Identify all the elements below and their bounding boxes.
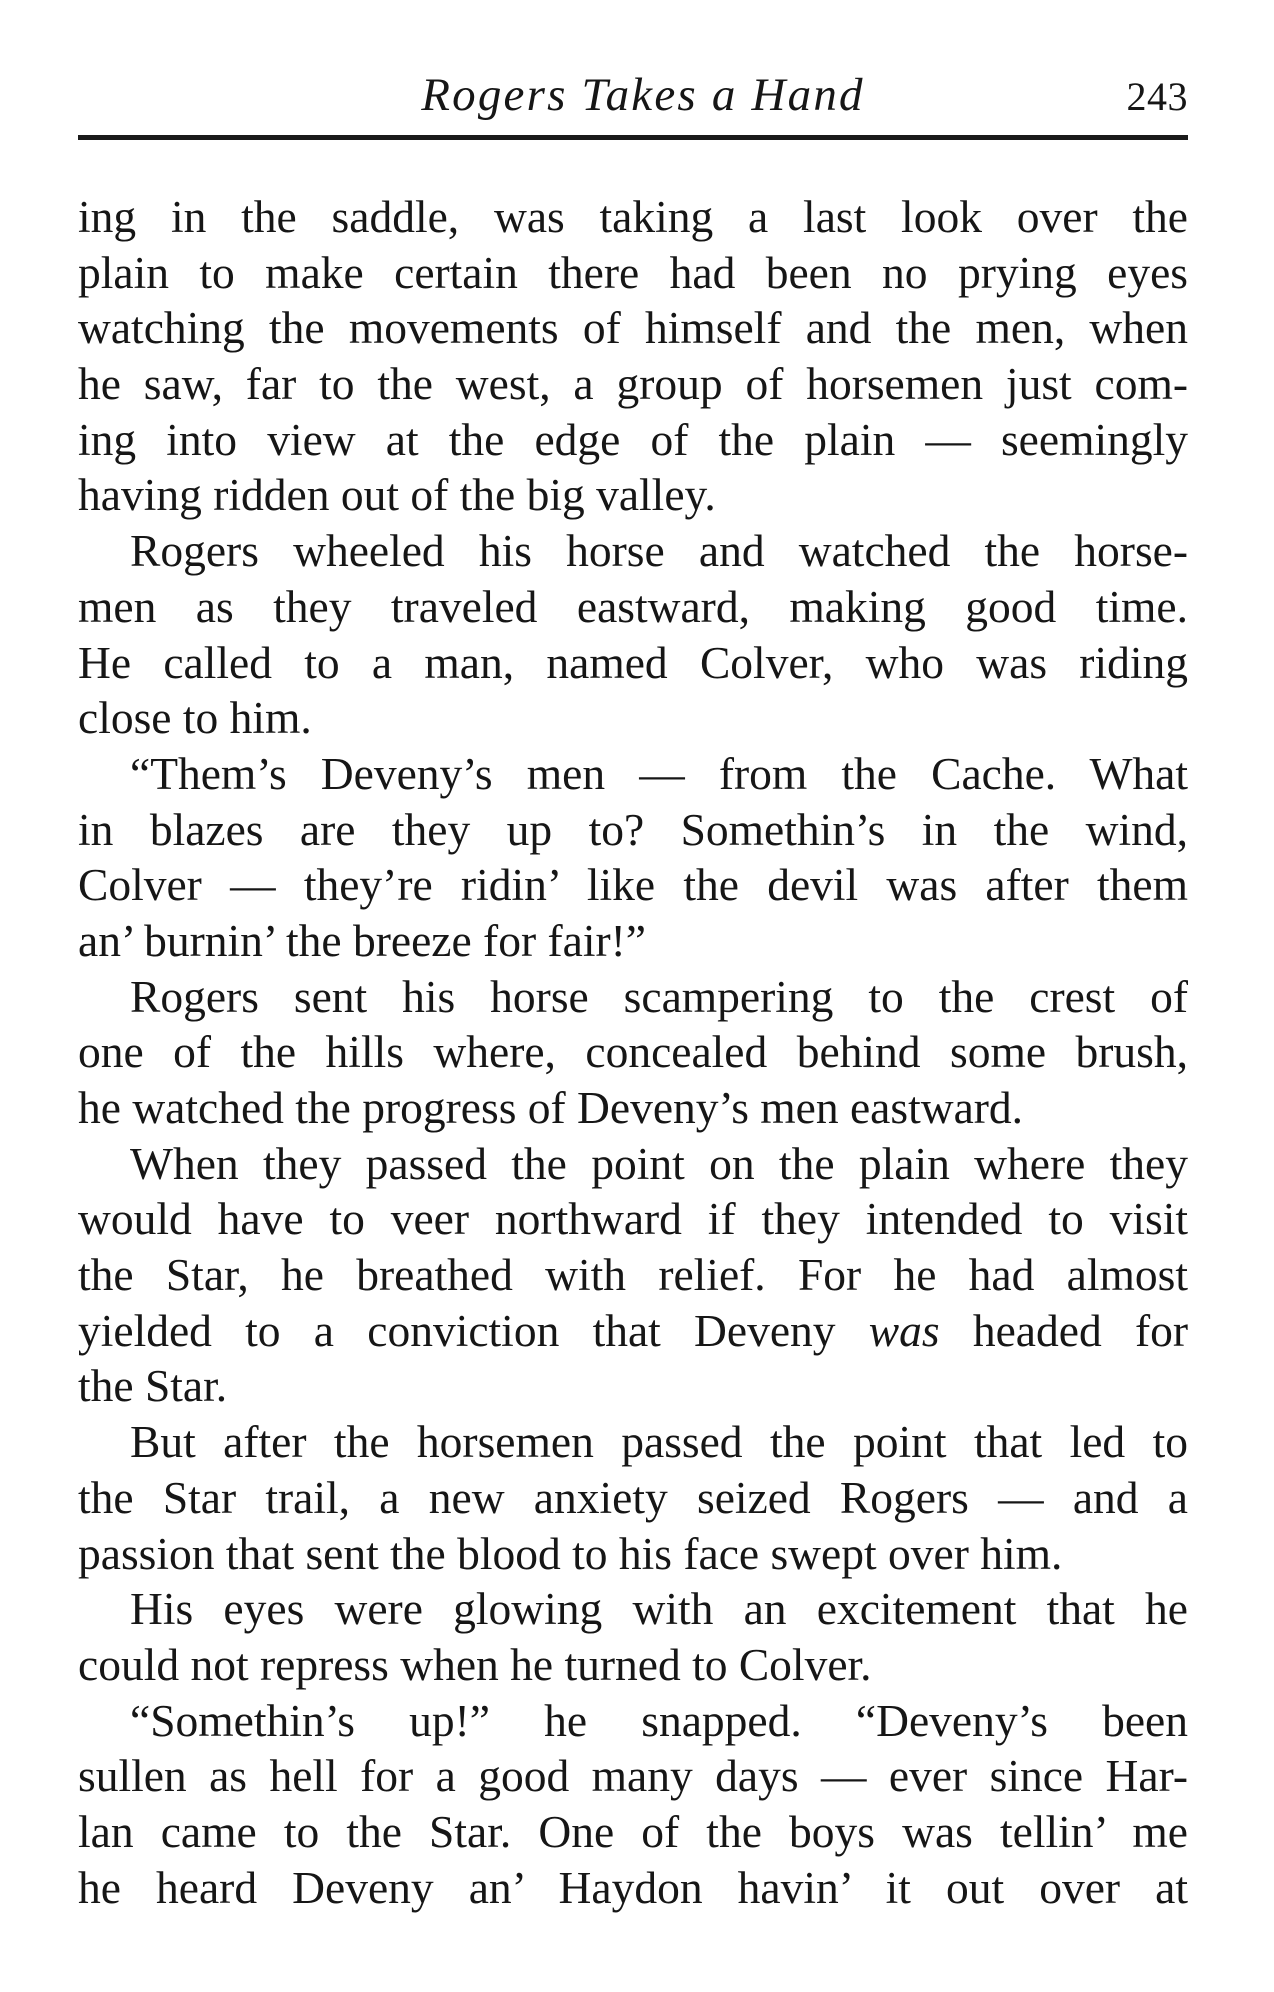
text-line: watching the movements of himself and the men, when: [78, 302, 1188, 354]
text-line: Colver — they’re ridin’ like the devil was after them: [78, 859, 1188, 911]
text-line: would have to veer northward if they intended to visit: [78, 1193, 1188, 1245]
text-line: He called to a man, named Colver, who was riding: [78, 636, 1188, 688]
text-line: the Star, he breathed with relief. For he had almost: [78, 1249, 1188, 1301]
running-head: [78, 66, 1188, 128]
text-line: could not repress when he turned to Colver.: [78, 1638, 872, 1690]
text-line: he watched the progress of Deveny’s men eastward.: [78, 1082, 1024, 1133]
text-line: Rogers sent his horse scampering to the crest of: [130, 970, 1188, 1022]
text-line: When they passed the point on the plain where they: [130, 1137, 1188, 1189]
text-line: “Somethin’s up!” he snapped. “Deveny’s been: [130, 1694, 1188, 1746]
text-line: lan came to the Star. One of the boys was tellin’ me: [78, 1805, 1188, 1857]
emphasized-word: was: [868, 1304, 940, 1356]
text-line: yielded to a conviction that Deveny was headed for: [78, 1304, 1188, 1356]
text-line: sullen as hell for a good many days — ever since Har-: [78, 1750, 1188, 1802]
text-line: But after the horsemen passed the point that led to: [130, 1416, 1188, 1468]
text-line: plain to make certain there had been no prying eyes: [78, 246, 1188, 298]
text-line: having ridden out of the big valley.: [78, 469, 716, 521]
header-rule: [78, 135, 1188, 140]
text-line: one of the hills where, concealed behind some brush,: [78, 1026, 1188, 1078]
text-line: he heard Deveny an’ Haydon havin’ it out over at: [78, 1861, 1188, 1913]
text-line: His eyes were glowing with an excitement that he: [130, 1583, 1188, 1635]
text-line: he saw, far to the west, a group of horsemen just com-: [78, 358, 1188, 410]
text-line: close to him.: [78, 692, 312, 744]
text-line: in blazes are they up to? Somethin’s in the wind,: [78, 803, 1188, 855]
text-line: the Star.: [78, 1360, 228, 1412]
body-text: [78, 189, 1188, 1915]
text-line: ing into view at the edge of the plain — seemingly: [78, 413, 1188, 465]
text-line: ing in the saddle, was taking a last look over the: [78, 191, 1188, 242]
chapter-title: Rogers Takes a Hand: [421, 69, 865, 121]
text-line: men as they traveled eastward, making good time.: [78, 580, 1188, 632]
text-line: “Them’s Deveny’s men — from the Cache. What: [130, 747, 1188, 799]
page-number: 243: [1126, 74, 1188, 119]
text-line: Rogers wheeled his horse and watched the horse-: [130, 525, 1188, 577]
text-line: an’ burnin’ the breeze for fair!”: [78, 914, 646, 966]
text-line: the Star trail, a new anxiety seized Rogers — and a: [78, 1471, 1188, 1523]
text-line: passion that sent the blood to his face swept over him.: [78, 1527, 1063, 1579]
